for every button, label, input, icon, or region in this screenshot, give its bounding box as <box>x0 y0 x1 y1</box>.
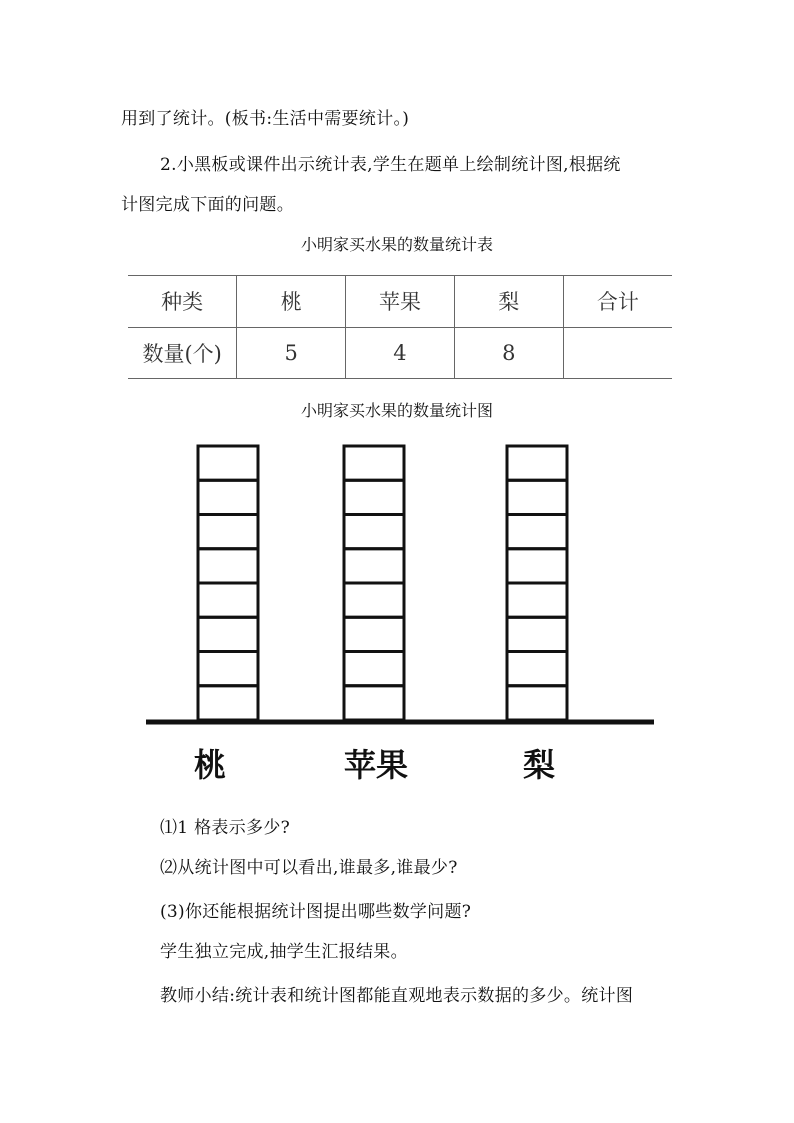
category-label: 梨 <box>522 746 556 784</box>
table-cell: 8 <box>454 327 563 379</box>
grid-cell[interactable] <box>344 480 404 514</box>
grid-cell[interactable] <box>507 549 567 583</box>
grid-cell[interactable] <box>507 583 567 617</box>
grid-cell[interactable] <box>344 686 404 720</box>
table-cell: 梨 <box>454 276 563 328</box>
grid-cell[interactable] <box>344 652 404 686</box>
table-cell: 种类 <box>128 276 237 328</box>
table-cell: 4 <box>346 327 455 379</box>
grid-cell[interactable] <box>507 515 567 549</box>
grid-cell[interactable] <box>198 480 258 514</box>
question-2: ⑵从统计图中可以看出,谁最多,谁最少? <box>160 858 458 878</box>
grid-cell[interactable] <box>198 617 258 651</box>
grid-cell[interactable] <box>507 480 567 514</box>
table-cell: 5 <box>237 327 346 379</box>
grid-cell[interactable] <box>507 617 567 651</box>
grid-cell[interactable] <box>344 549 404 583</box>
category-label: 桃 <box>193 746 227 784</box>
paragraph-line: 用到了统计。(板书:生活中需要统计。) <box>121 109 410 129</box>
table-cell: 数量(个) <box>128 327 237 379</box>
grid-cell[interactable] <box>198 652 258 686</box>
grid-cell[interactable] <box>344 583 404 617</box>
grid-cell[interactable] <box>344 515 404 549</box>
question-3: (3)你还能根据统计图提出哪些数学问题? <box>160 902 472 922</box>
paragraph-line: 2.小黑板或课件出示统计表,学生在题单上绘制统计图,根据统 <box>160 155 621 175</box>
table-cell: 桃 <box>237 276 346 328</box>
grid-cell[interactable] <box>507 686 567 720</box>
table-cell: 苹果 <box>346 276 455 328</box>
bar-column-1 <box>198 446 258 720</box>
question-1: ⑴1 格表示多少? <box>160 818 291 838</box>
paragraph-line: 计图完成下面的问题。 <box>121 195 294 215</box>
grid-cell[interactable] <box>344 446 404 480</box>
paragraph-line: 教师小结:统计表和统计图都能直观地表示数据的多少。统计图 <box>160 986 634 1006</box>
bar-column-2 <box>344 446 404 720</box>
grid-cell[interactable] <box>198 686 258 720</box>
table-cell: 合计 <box>563 276 672 328</box>
category-label: 苹果 <box>343 746 409 784</box>
grid-cell[interactable] <box>198 515 258 549</box>
bar-column-3 <box>507 446 567 720</box>
paragraph-line: 学生独立完成,抽学生汇报结果。 <box>160 942 408 962</box>
grid-cell[interactable] <box>198 549 258 583</box>
grid-cell[interactable] <box>507 652 567 686</box>
table-caption: 小明家买水果的数量统计表 <box>300 235 493 254</box>
grid-cell[interactable] <box>507 446 567 480</box>
grid-cell[interactable] <box>198 446 258 480</box>
grid-cell[interactable] <box>344 617 404 651</box>
grid-cell[interactable] <box>198 583 258 617</box>
chart-title: 小明家买水果的数量统计图 <box>300 401 493 420</box>
